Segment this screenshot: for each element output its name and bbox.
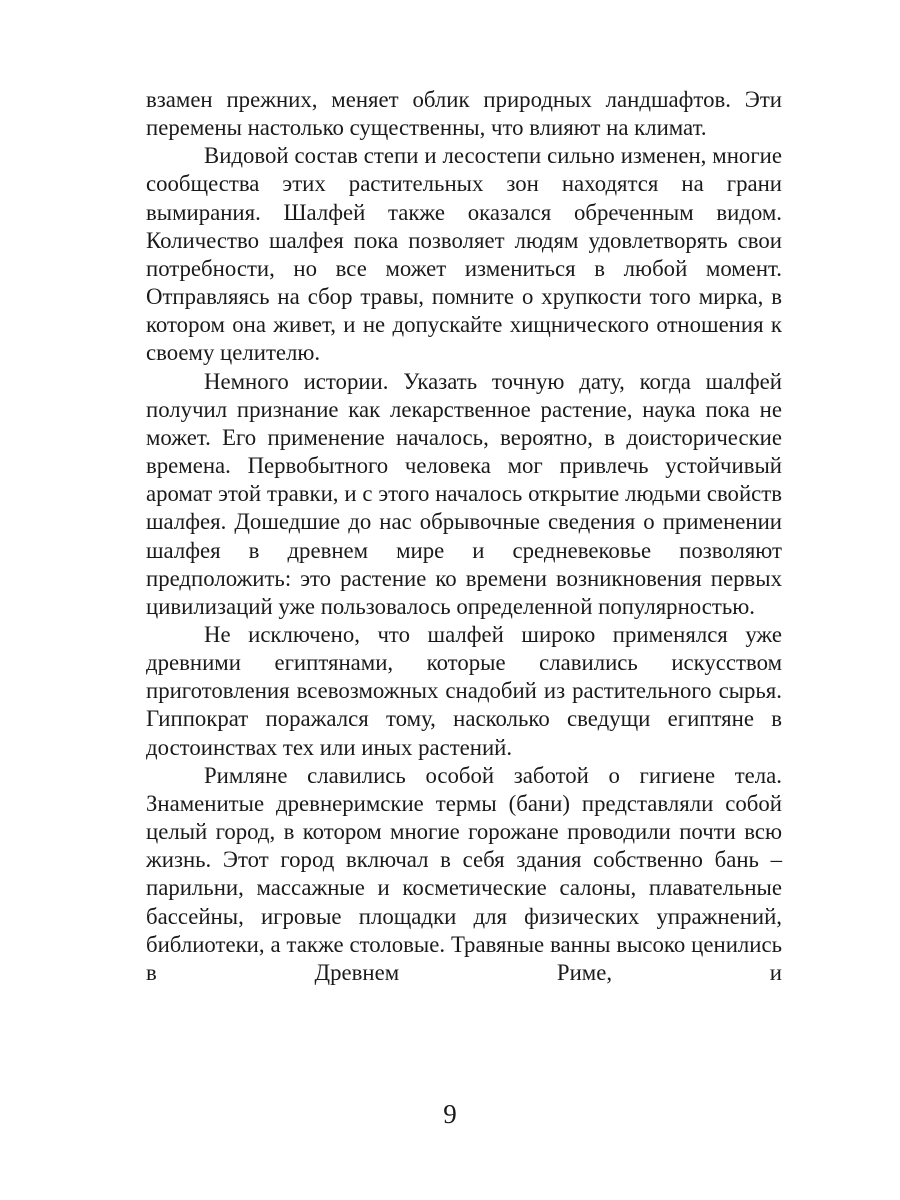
body-text <box>146 86 782 987</box>
paragraph-4: Не исключено, что шалфей широко применялся уже древними египтянами, которые славились искусством приготовления всевозможных снадобий из растительного сырья. Гиппократ поражался тому, насколько сведущи египтяне в достоинствах тех или иных растений. <box>146 621 782 760</box>
paragraph-2: Видовой состав степи и лесостепи сильно изменен, многие сообщества этих растительных зон находятся на грани вымирания. Шалфей также оказался обреченным видом. Количество шалфея пока позволяет людям удовлетворять свои потребности, но все может измениться в любой момент. Отправляясь на сбор травы, помните о хрупкости того мирка, в котором она живет, и не допускайте хищнического отношения к своему целителю. <box>146 143 782 366</box>
paragraph-1: взамен прежних, меняет облик природных ландшафтов. Эти перемены настолько существенны, что влияют на климат. <box>146 87 782 141</box>
paragraph-3: Немного истории. Указать точную дату, когда шалфей получил признание как лекарственное растение, наука пока не может. Его применение началось, вероятно, в доисторические времена. Первобытного человека мог привлечь устойчивый аромат этой травки, и с этого началось открытие людьми свойств шалфея. Дошедшие до нас обрывочные сведения о применении шалфея в древнем мире и средневековье позволяют предположить: это растение ко времени возникновения первых цивилизаций уже пользовалось определенной популярностью. <box>146 368 782 619</box>
page-number: 9 <box>443 1099 457 1129</box>
paragraph-5: Римляне славились особой заботой о гигиене тела. Знаменитые древнеримские термы (бани) представляли собой целый город, в котором многие горожане проводили почти всю жизнь. Этот город включал в себя здания собственно бань – парильни, массажные и косметические салоны, плавательные бассейны, игровые площадки для физических упражнений, библиотеки, а также столовые. Травяные ванны высоко ценились в Древнем Риме, и <box>146 762 782 985</box>
